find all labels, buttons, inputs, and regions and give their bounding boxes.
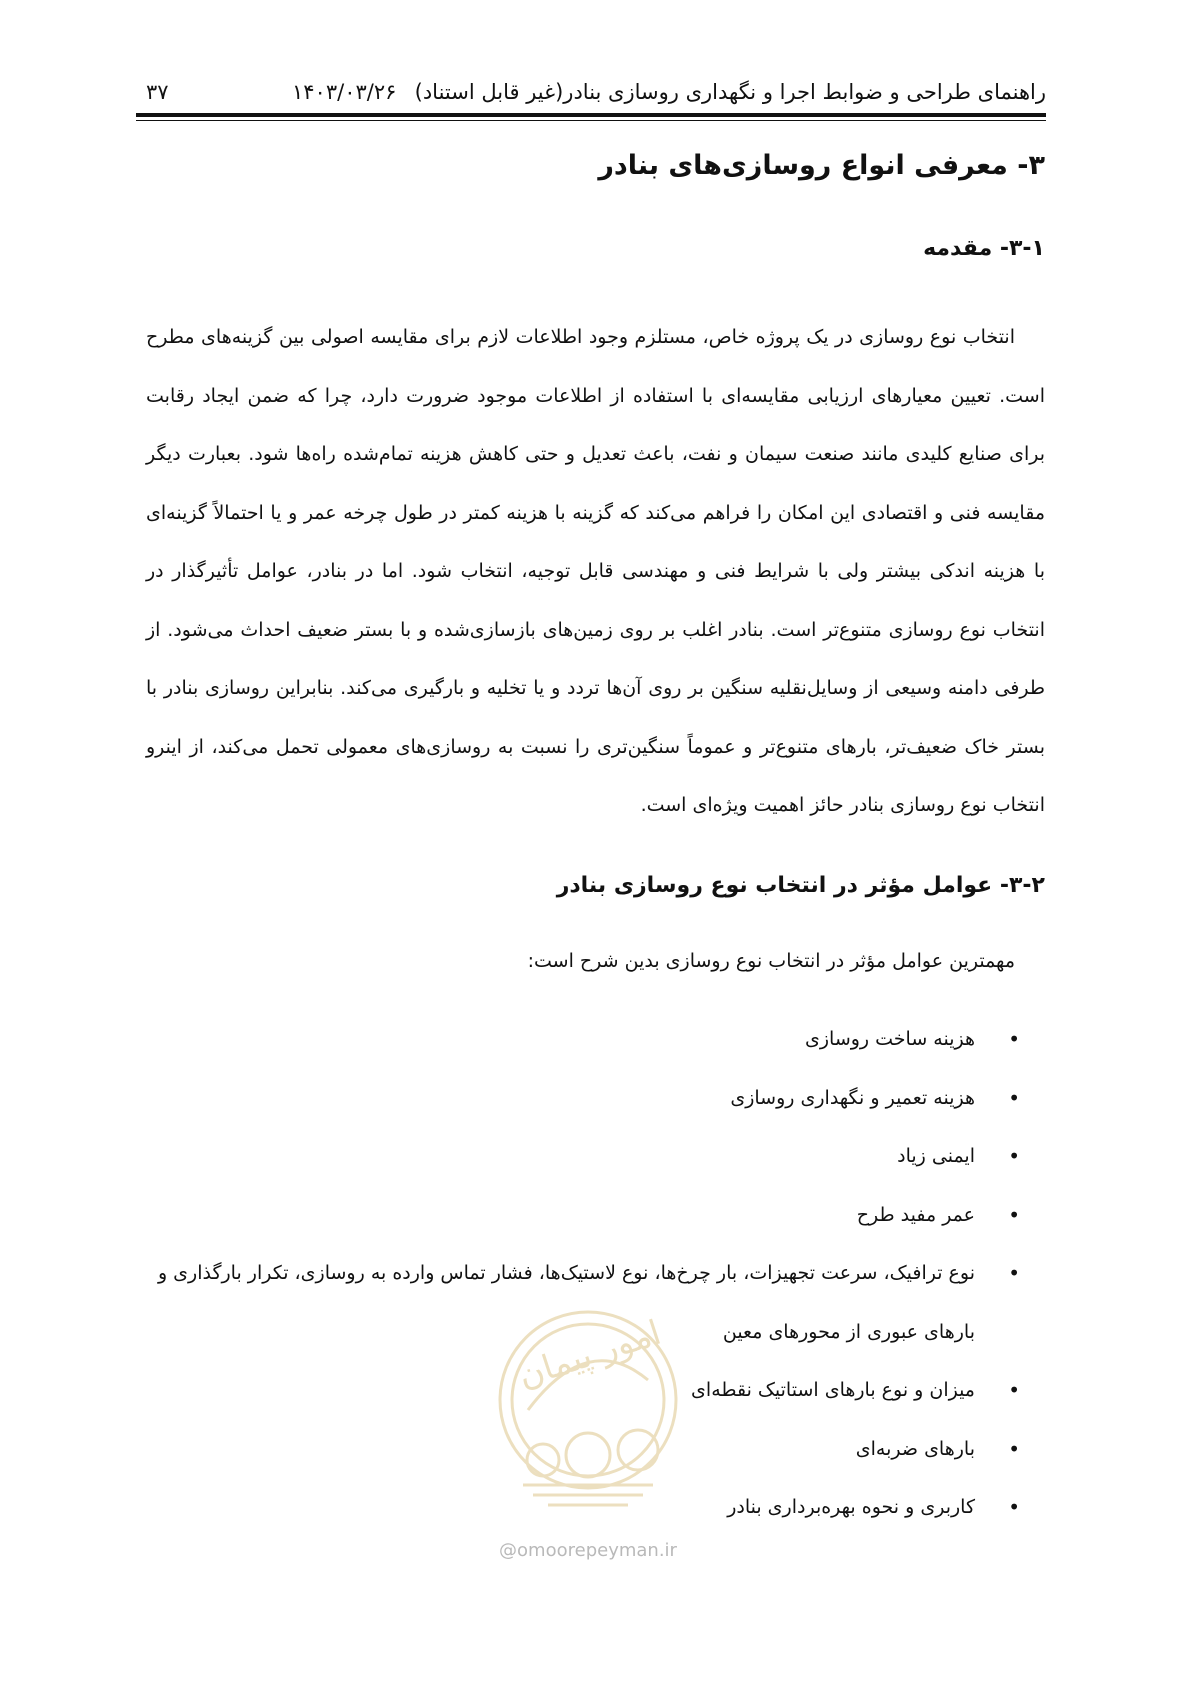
list-item	[146, 1361, 1045, 1420]
list-item	[146, 1478, 1045, 1537]
bullet-icon: •	[1008, 1202, 1020, 1227]
factors-intro: مهمترین عوامل مؤثر در انتخاب نوع روسازی بدین شرح است:	[527, 950, 1015, 972]
list-item-text: ایمنی زیاد	[897, 1145, 975, 1167]
bullet-icon: •	[1008, 1436, 1020, 1461]
header-rule-thick	[136, 113, 1046, 117]
list-item	[146, 1244, 1045, 1361]
list-item-text: هزینه ساخت روسازی	[804, 1028, 975, 1050]
bullet-icon: •	[1008, 1085, 1020, 1110]
watermark-logo-text: امور پیمان	[513, 1312, 666, 1397]
section-heading: ۳- معرفی انواع روسازی‌های بنادر	[598, 150, 1045, 181]
header-rule-thin	[136, 120, 1046, 121]
list-item-text: نوع ترافیک، سرعت تجهیزات، بار چرخ‌ها، نوع لاستیک‌ها، فشار تماس وارده به روسازی، تکرار بارگذاری و بارهای عبوری از محورهای معین	[157, 1262, 975, 1343]
list-item	[146, 1186, 1045, 1245]
list-item	[146, 1420, 1045, 1479]
factors-list	[146, 1010, 1045, 1537]
list-item-text: میزان و نوع بارهای استاتیک نقطه‌ای	[691, 1379, 975, 1401]
list-item	[146, 1127, 1045, 1186]
page-number: ۳۷	[146, 80, 169, 104]
header-date: ۱۴۰۳/۰۳/۲۶	[292, 80, 397, 104]
list-item-text: بارهای ضربه‌ای	[855, 1437, 975, 1460]
bullet-icon: •	[1008, 1495, 1020, 1519]
running-header	[146, 74, 1046, 114]
bullet-icon: •	[1008, 1261, 1020, 1285]
bullet-icon: •	[1008, 1027, 1020, 1051]
header-title: راهنمای طراحی و ضوابط اجرا و نگهداری روسازی بنادر(غیر قابل استناد)	[414, 80, 1046, 104]
bullet-icon: •	[1008, 1144, 1020, 1168]
list-item-text: کاربری و نحوه بهره‌برداری بنادر	[727, 1496, 975, 1518]
list-item-text: هزینه تعمیر و نگهداری روسازی	[730, 1086, 975, 1109]
list-item	[146, 1069, 1045, 1128]
subsection-heading-intro: ۳-۱- مقدمه	[923, 236, 1045, 261]
intro-paragraph: انتخاب نوع روسازی در یک پروژه خاص، مستلزم وجود اطلاعات لازم برای مقایسه اصولی بین گزینه‌های مطرح است. تعیین معیارهای ارزیابی مقایسه‌ای با استفاده از اطلاعات موجود ضرورت دارد، چرا که ضمن ایجاد رقابت برای صنایع کلیدی مانند صنعت سیمان و نفت، باعث تعدیل و حتی کاهش هزینه تمام‌شده راه‌ها شود. بعبارت دیگر مقایسه فنی و اقتصادی این امکان را فراهم می‌کند که گزینه با هزینه کمتر در طول چرخه عمر و یا احتمالاً گزینه‌ای با هزینه اندکی بیشتر ولی با شرایط فنی و مهندسی قابل توجیه، انتخاب شود. اما در بنادر، عوامل تأثیرگذار در انتخاب نوع روسازی متنوع‌تر است. بنادر اغلب بر روی زمین‌های بازسازی‌شده و با بستر ضعیف احداث می‌شود. از طرفی دامنه وسیعی از وسایل‌نقلیه سنگین بر روی آن‌ها تردد و یا تخلیه و بارگیری می‌کند. بنابراین روسازی بنادر با بستر خاک ضعیف‌تر، بارهای متنوع‌تر و عموماً سنگین‌تری را نسبت به روسازی‌های معمولی تحمل می‌کند، از اینرو انتخاب نوع روسازی بنادر حائز اهمیت ویژه‌ای است.	[146, 326, 1045, 816]
list-item-text: عمر مفید طرح	[856, 1203, 975, 1226]
bullet-icon: •	[1008, 1378, 1020, 1402]
watermark-site: @omoorepeyman.ir	[499, 1540, 677, 1561]
subsection-heading-factors: ۳-۲- عوامل مؤثر در انتخاب نوع روسازی بنادر	[556, 873, 1045, 898]
list-item	[146, 1010, 1045, 1069]
